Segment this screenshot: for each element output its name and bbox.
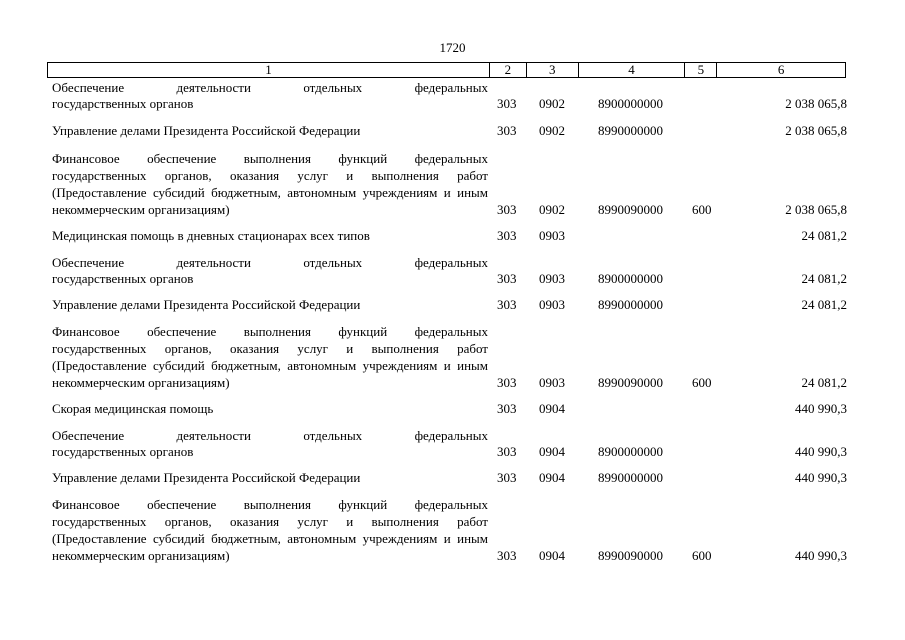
cell-sum: 440 990,3 <box>795 470 847 485</box>
header-col-3: 3 <box>527 63 579 77</box>
cell-sum: 2 038 065,8 <box>785 123 847 138</box>
row-description-line: Обеспечение деятельности отдельных федеральных <box>52 255 488 270</box>
header-col-4: 4 <box>579 63 686 77</box>
cell-gr: 303 <box>497 297 517 312</box>
header-col-2: 2 <box>490 63 527 77</box>
page-number: 1720 <box>439 40 466 55</box>
cell-vr: 600 <box>692 375 712 390</box>
row-description <box>52 428 488 460</box>
header-col-1: 1 <box>48 63 490 77</box>
table-row <box>52 297 847 313</box>
row-description-rest: Медицинская помощь в дневных стационарах всех типов <box>52 228 370 243</box>
cell-rz: 0903 <box>539 375 565 390</box>
cell-rz: 0902 <box>539 202 565 217</box>
table-row <box>52 80 847 112</box>
cell-rz: 0903 <box>539 297 565 312</box>
cell-rz: 0903 <box>539 271 565 286</box>
header-col-6: 6 <box>777 62 785 77</box>
row-description-rest: Финансовое обеспечение выполнения функций федеральных государственных органов, оказания услуг и выполнения работ (Предоставление субсидий бюджетным, автономным учреждениям и иным некоммерческим организациям) <box>52 151 488 217</box>
cell-sum: 24 081,2 <box>801 271 847 286</box>
row-description <box>52 123 488 139</box>
cell-cs: 8990000000 <box>598 123 663 138</box>
table-row <box>52 323 847 391</box>
table-header <box>47 62 846 78</box>
cell-rz: 0902 <box>539 123 565 138</box>
cell-sum: 24 081,2 <box>801 375 847 390</box>
row-description-rest: Финансовое обеспечение выполнения функций федеральных государственных органов, оказания услуг и выполнения работ (Предоставление субсидий бюджетным, автономным учреждениям и иным некоммерческим организациям) <box>52 324 488 390</box>
table-row <box>52 123 847 139</box>
cell-cs: 8900000000 <box>598 96 663 111</box>
row-description-rest: Управление делами Президента Российской Федерации <box>52 470 361 485</box>
table-row <box>52 470 847 486</box>
row-description <box>52 228 488 244</box>
row-description <box>52 297 488 313</box>
header-col-5: 5 <box>685 63 717 77</box>
cell-cs: 8990000000 <box>598 470 663 485</box>
cell-vr: 600 <box>692 202 712 217</box>
cell-sum: 2 038 065,8 <box>785 96 847 111</box>
row-description-rest: Управление делами Президента Российской Федерации <box>52 297 361 312</box>
cell-gr: 303 <box>497 444 517 459</box>
cell-gr: 303 <box>497 202 517 217</box>
table-row <box>52 228 847 244</box>
row-description-rest: Скорая медицинская помощь <box>52 401 214 416</box>
cell-rz: 0904 <box>539 444 565 459</box>
cell-sum: 440 990,3 <box>795 548 847 563</box>
cell-rz: 0902 <box>539 96 565 111</box>
cell-sum: 440 990,3 <box>795 401 847 416</box>
table-row <box>52 150 847 218</box>
row-description-rest: Управление делами Президента Российской Федерации <box>52 123 361 138</box>
cell-cs: 8900000000 <box>598 271 663 286</box>
table-row <box>52 401 847 417</box>
cell-rz: 0904 <box>539 548 565 563</box>
cell-gr: 303 <box>497 375 517 390</box>
cell-gr: 303 <box>497 96 517 111</box>
cell-sum: 24 081,2 <box>801 297 847 312</box>
cell-gr: 303 <box>497 470 517 485</box>
cell-cs: 8990090000 <box>598 202 663 217</box>
row-description <box>52 323 488 391</box>
cell-gr: 303 <box>497 123 517 138</box>
row-description-line: Обеспечение деятельности отдельных федеральных <box>52 428 488 443</box>
table-row <box>52 428 847 460</box>
cell-rz: 0904 <box>539 470 565 485</box>
row-description-rest: государственных органов <box>52 444 194 459</box>
table-row <box>52 255 847 287</box>
row-description <box>52 401 488 417</box>
row-description-line: Обеспечение деятельности отдельных федеральных <box>52 80 488 95</box>
cell-gr: 303 <box>497 228 517 243</box>
row-description <box>52 496 488 564</box>
row-description <box>52 80 488 112</box>
cell-cs: 8990090000 <box>598 375 663 390</box>
cell-sum: 24 081,2 <box>801 228 847 243</box>
cell-gr: 303 <box>497 401 517 416</box>
cell-gr: 303 <box>497 548 517 563</box>
cell-rz: 0904 <box>539 401 565 416</box>
cell-cs: 8900000000 <box>598 444 663 459</box>
row-description <box>52 150 488 218</box>
cell-gr: 303 <box>497 271 517 286</box>
cell-sum: 440 990,3 <box>795 444 847 459</box>
cell-rz: 0903 <box>539 228 565 243</box>
cell-vr: 600 <box>692 548 712 563</box>
row-description-rest: государственных органов <box>52 271 194 286</box>
row-description-rest: государственных органов <box>52 96 194 111</box>
row-description-rest: Финансовое обеспечение выполнения функций федеральных государственных органов, оказания услуг и выполнения работ (Предоставление субсидий бюджетным, автономным учреждениям и иным некоммерческим организациям) <box>52 497 488 563</box>
cell-sum: 2 038 065,8 <box>785 202 847 217</box>
cell-cs: 8990000000 <box>598 297 663 312</box>
table-row <box>52 496 847 564</box>
cell-cs: 8990090000 <box>598 548 663 563</box>
row-description <box>52 470 488 486</box>
row-description <box>52 255 488 287</box>
